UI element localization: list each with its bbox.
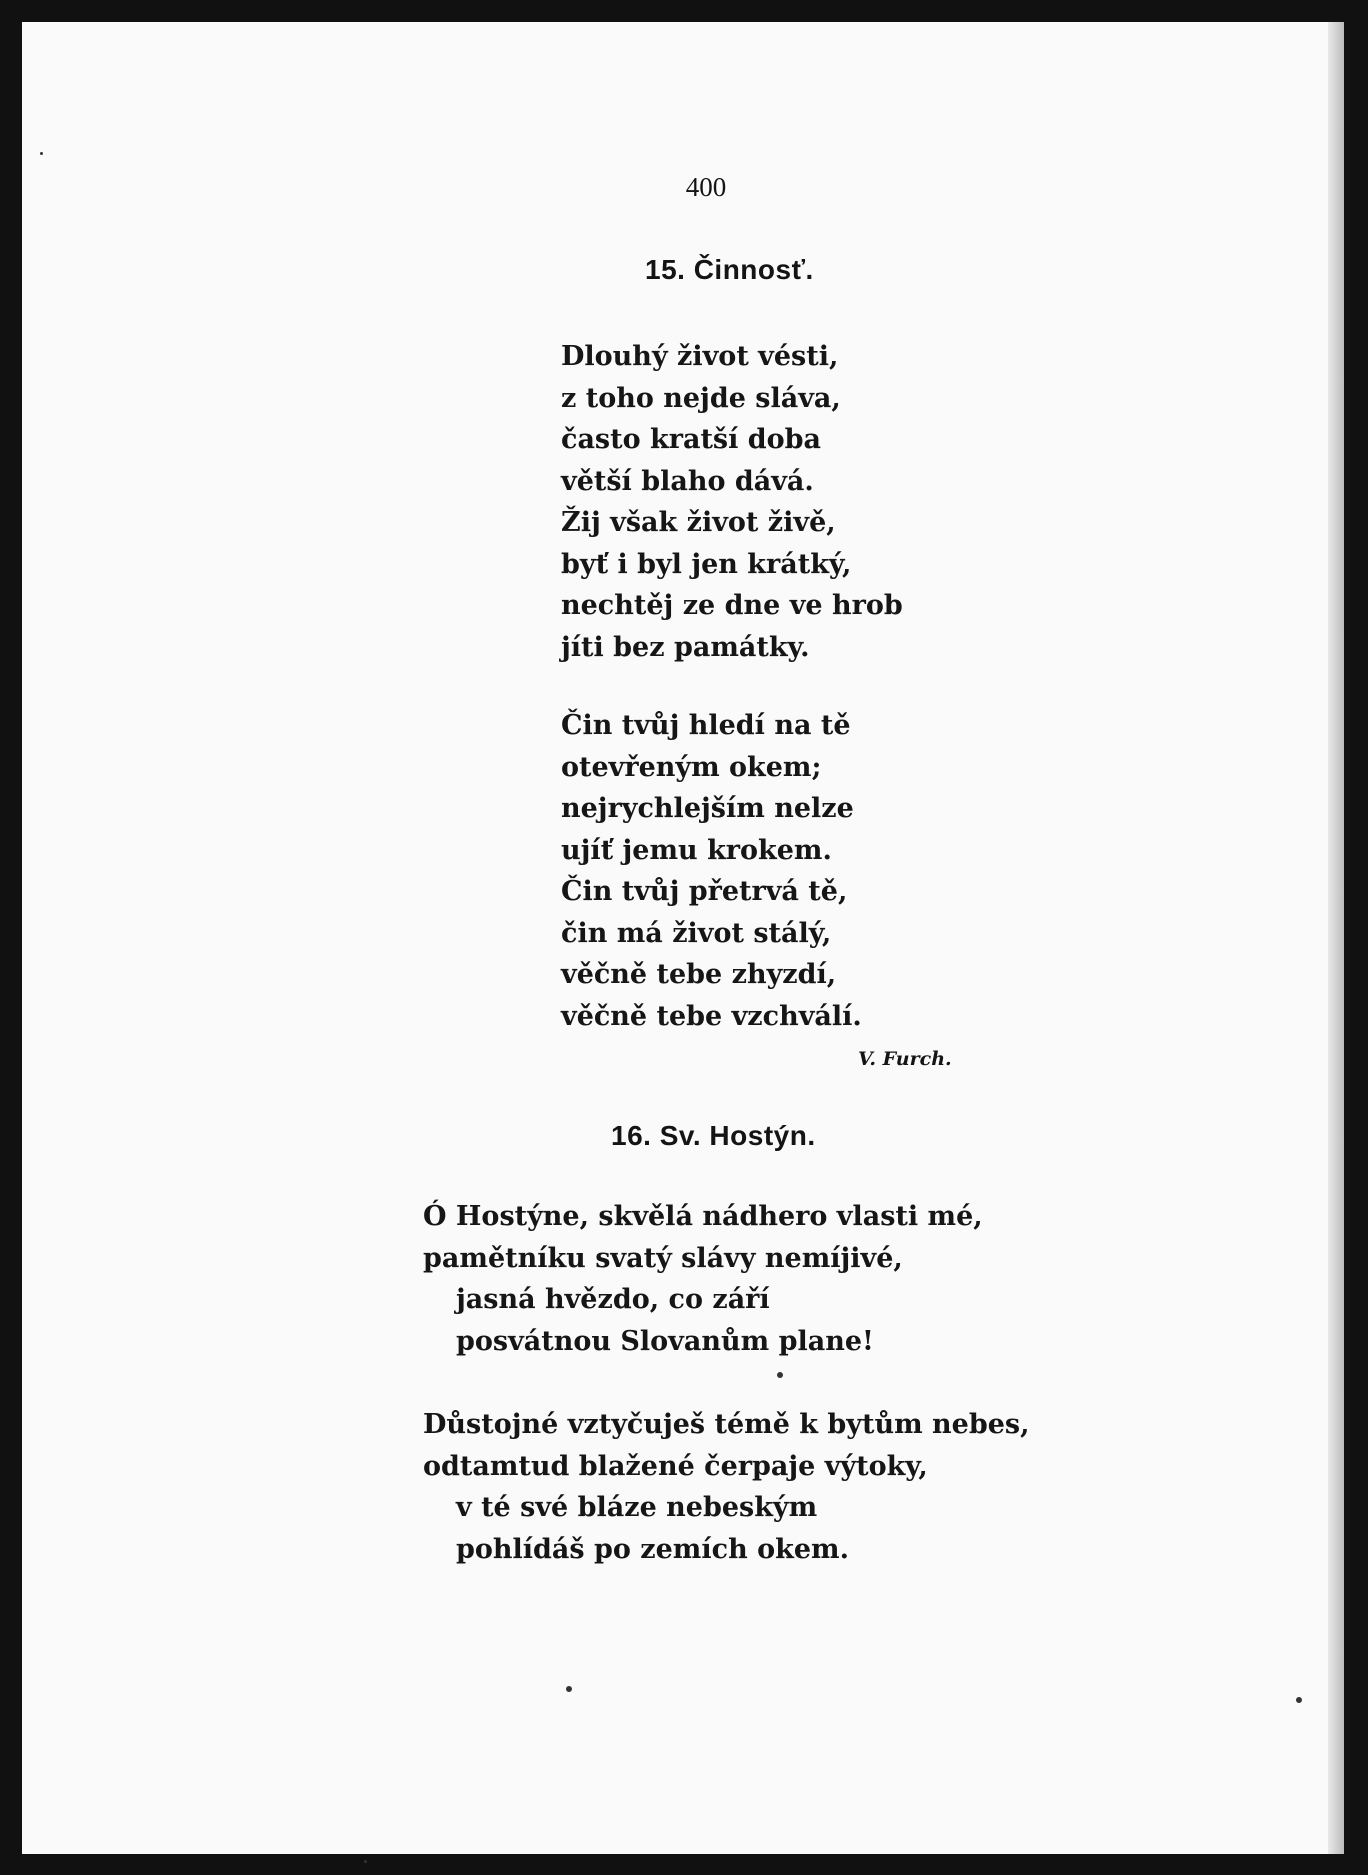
- verse-line: věčně tebe vzchválí.: [561, 1000, 862, 1032]
- poem-16-stanza-1: [423, 1196, 983, 1362]
- verse-line: nejrychlejším nelze: [561, 793, 854, 824]
- poem-16-heading: 16. Sv. Hostýn.: [611, 1120, 816, 1151]
- verse-line: odtamtud blažené čerpaje výtoky,: [423, 1450, 928, 1482]
- verse-line: čin má život stálý,: [561, 917, 832, 949]
- verse-line: posvátnou Slovanům plane!: [456, 1325, 874, 1357]
- scan-speck: [40, 152, 43, 155]
- verse-line: Dlouhý život vésti,: [561, 341, 839, 372]
- verse-line: z toho nejde sláva,: [561, 382, 841, 414]
- poem-15-stanza-2: [561, 705, 862, 1037]
- verse-line: pohlídáš po zemích okem.: [456, 1533, 849, 1565]
- poem-15-stanza-1: [561, 336, 903, 668]
- verse-line: jíti bez památky.: [561, 631, 810, 663]
- page-edge-shadow: [1328, 22, 1344, 1854]
- poem-15-author: V. Furch.: [858, 1048, 952, 1070]
- verse-line: nechtěj ze dne ve hrob: [561, 590, 903, 621]
- scan-speck: [566, 1686, 572, 1692]
- verse-line: často kratší doba: [561, 424, 822, 455]
- verse-line: jasná hvězdo, co září: [456, 1284, 770, 1315]
- verse-line: Ó Hostýne, skvělá nádhero vlasti mé,: [423, 1201, 983, 1232]
- verse-line: byť i byl jen krátký,: [561, 548, 852, 580]
- verse-line: ujíť jemu krokem.: [561, 834, 832, 866]
- poem-16-stanza-2: [423, 1404, 1030, 1570]
- verse-line: Důstojné vztyčuješ témě k bytům nebes,: [423, 1409, 1030, 1440]
- scan-speck: [364, 1860, 367, 1863]
- poem-15-heading: 15. Činnosť.: [645, 254, 814, 285]
- verse-line: Čin tvůj hledí na tě: [561, 710, 851, 741]
- verse-line: v té své bláze nebeským: [456, 1492, 818, 1523]
- page-number: 400: [685, 172, 727, 202]
- scan-speck: [1296, 1697, 1302, 1703]
- verse-line: pamětníku svatý slávy nemíjivé,: [423, 1242, 903, 1274]
- scan-speck: [777, 1372, 783, 1378]
- verse-line: Čin tvůj přetrvá tě,: [561, 876, 848, 907]
- verse-line: Žij však život živě,: [561, 507, 836, 538]
- verse-line: větší blaho dává.: [561, 465, 814, 497]
- verse-line: otevřeným okem;: [561, 751, 822, 783]
- verse-line: věčně tebe zhyzdí,: [561, 959, 837, 990]
